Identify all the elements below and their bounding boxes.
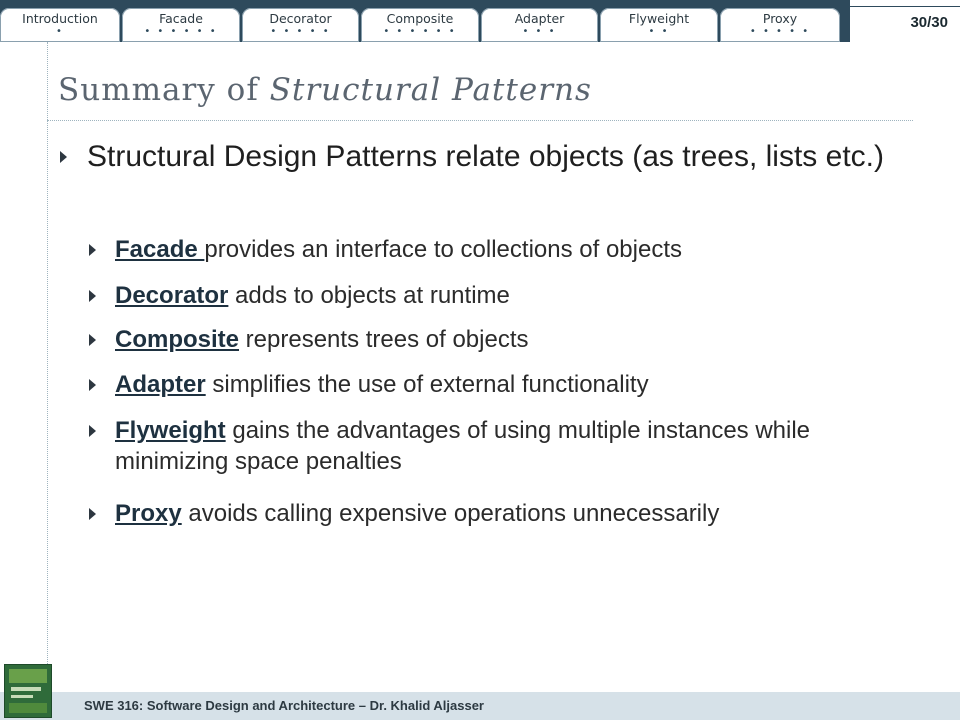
tab-label: Proxy [762, 11, 798, 26]
divider [850, 6, 960, 7]
sub-bullet-decorator [115, 280, 895, 311]
keyword-link[interactable]: Composite [115, 326, 240, 353]
left-dotted-rule [47, 42, 48, 692]
tab-label: Flyweight [628, 11, 690, 26]
bullet-arrow-icon [89, 379, 96, 391]
tab-composite[interactable] [361, 8, 479, 42]
bullet-arrow-icon [89, 508, 96, 520]
footer-text: SWE 316: Software Design and Architecture – Dr. Khalid Aljasser [84, 698, 484, 713]
title-italic: Structural Patterns [269, 72, 592, 108]
slide-title [58, 72, 592, 108]
tab-label: Composite [386, 11, 454, 26]
page-number: 30/30 [910, 14, 948, 31]
title-divider [47, 120, 913, 121]
tab-decorator[interactable] [242, 8, 359, 42]
tab-progress-dots: • • [648, 26, 670, 37]
bullet-text: provides an interface to collections of objects [204, 236, 682, 263]
bullet-arrow-icon [89, 244, 96, 256]
footer-bar [0, 692, 960, 720]
sub-bullet-facade [115, 234, 895, 265]
bullet-arrow-icon [89, 425, 96, 437]
bullet-arrow-icon [89, 334, 96, 346]
tab-progress-dots: • • • • • [749, 26, 811, 37]
tab-progress-dots: • [56, 26, 64, 37]
tab-label: Adapter [514, 11, 565, 26]
bullet-text: simplifies the use of external functionality [205, 371, 649, 398]
keyword-link[interactable]: Adapter [115, 371, 206, 398]
tab-label: Introduction [22, 11, 98, 26]
tab-progress-dots: • • • • • • [383, 26, 457, 37]
tab-introduction[interactable] [0, 8, 120, 42]
sub-bullet-composite [115, 324, 895, 355]
keyword-link[interactable]: Flyweight [115, 417, 226, 444]
tab-flyweight[interactable] [600, 8, 718, 42]
title-plain: Summary of [58, 72, 270, 108]
tab-progress-dots: • • • [522, 26, 557, 37]
keyword-link[interactable]: Proxy [115, 500, 182, 527]
bullet-text: adds to objects at runtime [228, 282, 510, 309]
book-cover-icon [4, 664, 52, 718]
tab-adapter[interactable] [481, 8, 598, 42]
tab-label: Decorator [269, 11, 332, 26]
sub-bullet-flyweight [115, 415, 895, 477]
page-number-box [847, 0, 960, 42]
tab-progress-dots: • • • • • • [144, 26, 218, 37]
bullet-arrow-icon [60, 151, 67, 163]
tab-proxy[interactable] [720, 8, 840, 42]
tab-label: Facade [159, 11, 203, 26]
keyword-link[interactable]: Decorator [115, 282, 229, 309]
bullet-text: avoids calling expensive operations unnecessarily [181, 500, 720, 527]
sub-bullet-proxy [115, 498, 895, 529]
tab-facade[interactable] [122, 8, 240, 42]
keyword-link[interactable]: Facade [115, 236, 205, 263]
bullet-text: represents trees of objects [239, 326, 529, 353]
bullet-text: gains the advantages of using multiple instances while minimizing space penalties [115, 417, 811, 475]
sub-bullet-adapter [115, 369, 895, 400]
tab-progress-dots: • • • • • [270, 26, 331, 37]
main-bullet: Structural Design Patterns relate objects (as trees, lists etc.) [87, 140, 884, 173]
bullet-arrow-icon [89, 290, 96, 302]
